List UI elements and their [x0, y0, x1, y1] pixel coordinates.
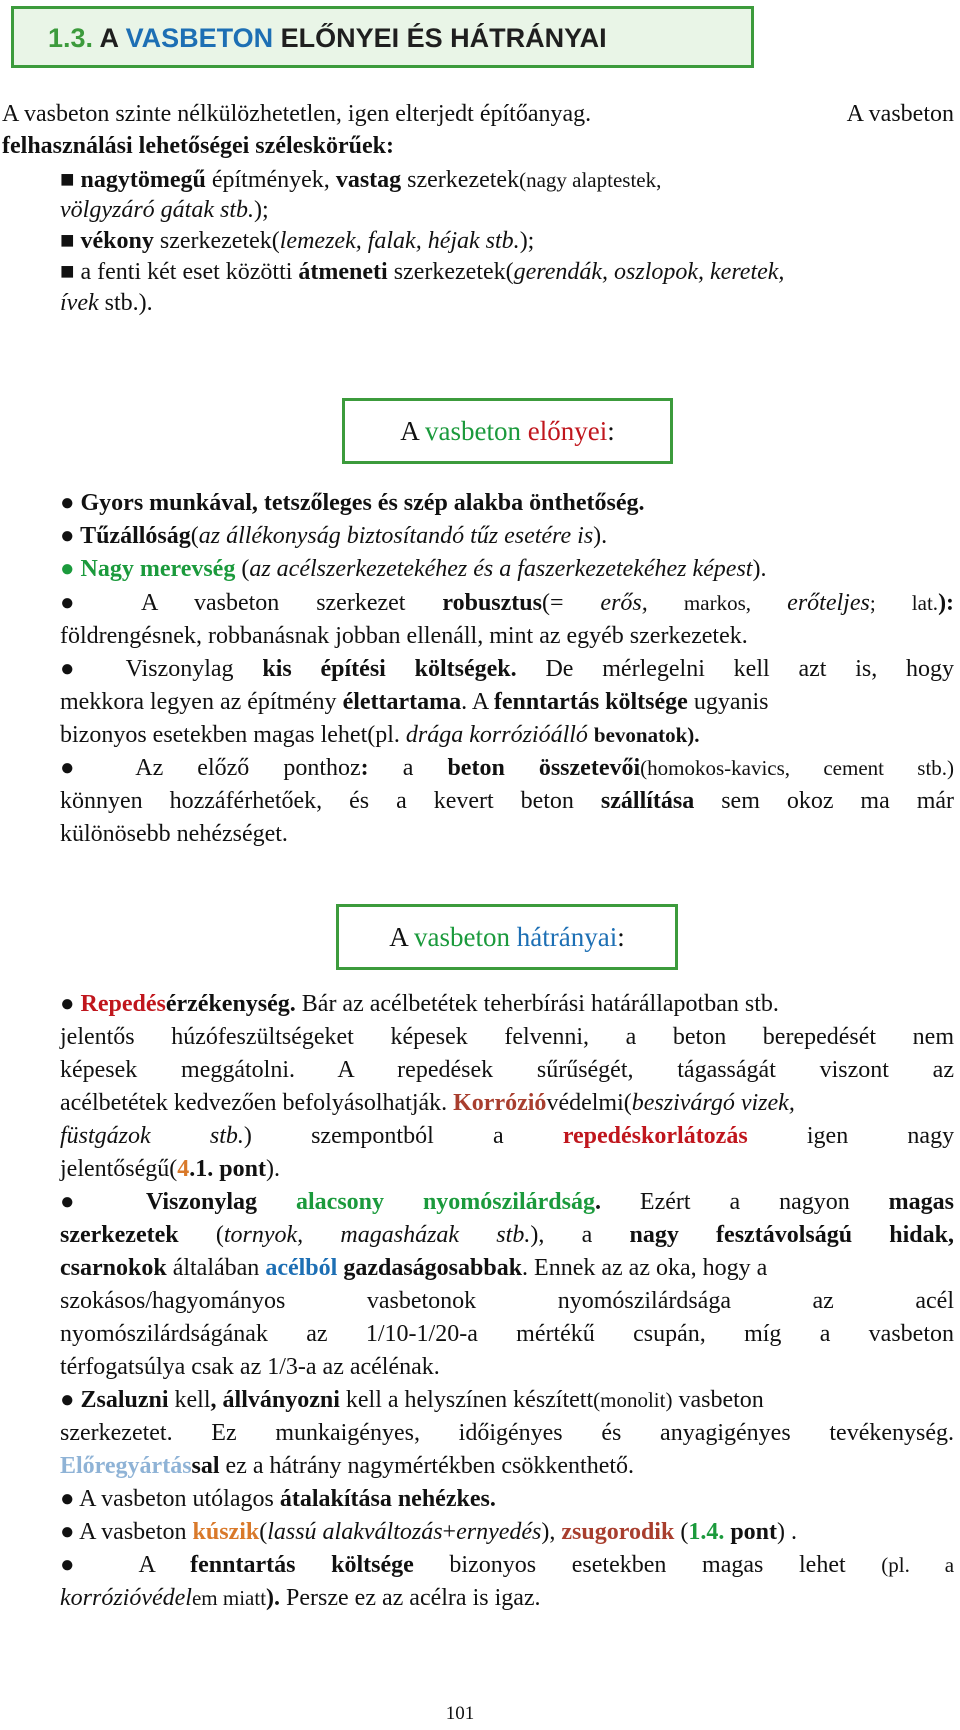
disadvantage-6 [60, 1550, 954, 1580]
text: (= [541, 590, 601, 616]
text: ); [519, 228, 535, 254]
emphasis: átmeneti [298, 259, 388, 285]
disadvantage-4 [60, 1484, 496, 1514]
section-number: 1.3. [48, 23, 94, 53]
text: a [492, 1123, 504, 1149]
use-item-3 [60, 257, 784, 287]
emphasis: repedéskorlátozás [562, 1123, 748, 1149]
disadvantage-1-line2: jelentős húzófeszültségeket képesek felvenni, a beton berepedését nem [60, 1024, 954, 1050]
text: erős, [600, 590, 648, 616]
disadvantage-3 [60, 1385, 764, 1415]
text: ). [138, 290, 153, 316]
emphasis: érzékenység. [165, 991, 296, 1017]
disadvantage-2-line3 [60, 1253, 767, 1283]
text: szerkezetek( [159, 228, 280, 254]
text: völgyzáró gátak stb. [60, 197, 254, 223]
text: markos, [647, 591, 788, 615]
disadvantage-5 [60, 1517, 797, 1547]
emphasis: kúszik [192, 1519, 260, 1545]
text: acélbetétek kedvezően befolyásolhatják. [60, 1090, 448, 1116]
emphasis: Repedés [80, 991, 166, 1017]
title-word: A [99, 23, 119, 53]
text: ; lat. [869, 591, 939, 615]
text: az állékonyság biztosítandó tűz esetére is [198, 523, 594, 549]
page-number: 101 [445, 1703, 475, 1724]
advantage-6-line2 [60, 786, 954, 816]
emphasis: magas [888, 1189, 954, 1215]
bullet-icon: ● [60, 991, 75, 1017]
disadvantage-3-line3 [60, 1451, 634, 1481]
heading-word: : [607, 416, 615, 446]
emphasis: sal [191, 1453, 220, 1479]
emphasis: költségek. [414, 656, 517, 682]
heading-word: A [400, 416, 419, 446]
text: ● Az előző ponthoz [60, 755, 361, 781]
emphasis: csarnokok [60, 1255, 167, 1281]
advantage-6 [60, 753, 954, 783]
text: mekkora legyen az építmény [60, 689, 337, 715]
text: nagy [907, 1123, 955, 1149]
emphasis: szerkezetek [60, 1222, 179, 1248]
text: a fenti két eset közötti [80, 259, 293, 285]
text: beszivárgó vizek, [631, 1090, 795, 1116]
emphasis: vastag [335, 167, 402, 193]
emphasis: Korrózió [453, 1090, 547, 1116]
text: ugyanis [693, 689, 769, 715]
disadvantage-2-line5: nyomószilárdságának az 1/10-1/20-a mértékű csupán, míg a vasbeton [60, 1321, 954, 1347]
heading-word: A [389, 922, 408, 952]
advantage-5 [60, 654, 954, 684]
text: füstgázok [60, 1123, 151, 1149]
title-rest: ELŐNYEI ÉS HÁTRÁNYAI [280, 23, 607, 53]
use-item-2 [60, 226, 534, 256]
emphasis: alacsony [296, 1189, 385, 1215]
emphasis: .1. pont [189, 1156, 266, 1182]
text: vasbeton [193, 590, 280, 616]
emphasis: fenntartás költsége [493, 689, 688, 715]
text: építmények, [211, 167, 330, 193]
text: bizonyos [449, 1552, 537, 1578]
emphasis: ● Zsaluzni [60, 1387, 169, 1413]
disadvantage-2-line4: szokásos/hagyományos vasbetonok nyomószilárdsága az acél [60, 1288, 954, 1314]
text: ● Viszonylag [60, 656, 234, 682]
intro-line-1 [2, 99, 954, 129]
text: vasbeton [678, 1387, 764, 1413]
text: kell a helyszínen készített [345, 1387, 594, 1413]
text: stb. [104, 290, 139, 316]
square-bullet-icon: ■ [60, 167, 75, 193]
advantages-heading [342, 398, 673, 464]
text: ívek [60, 290, 99, 316]
text: igen [806, 1123, 849, 1149]
text: drága korrózióálló [405, 722, 588, 748]
text: korrózióvédel [60, 1585, 192, 1611]
text: (monolit) [593, 1388, 673, 1412]
emphasis: élettartama [342, 689, 462, 715]
advantage-2 [60, 521, 607, 551]
heading-word: : [617, 922, 625, 952]
text: ● A vasbeton [60, 1519, 187, 1545]
text: az acélszerkezetekéhez és a faszerkezetekéhez képest [249, 556, 753, 582]
disadvantage-1-line3: képesek meggátolni. A repedések sűrűségét, tágasságát viszont az [60, 1057, 954, 1083]
advantage-6-line3: különösebb nehézséget. [60, 821, 288, 847]
text: ) . [777, 1519, 797, 1545]
disadvantage-2-line6: térfogatsúlya csak az 1/3-a az acélénak. [60, 1354, 440, 1380]
disadvantage-3-line2: szerkezetet. Ez munkaigényes, időigényes és anyagigényes tevékenység. [60, 1420, 954, 1446]
text: (pl. a [881, 1553, 955, 1577]
text: szerkezet [316, 590, 406, 616]
disadvantage-1-line4 [60, 1088, 795, 1118]
text: ), [541, 1519, 556, 1545]
emphasis: kis építési [262, 656, 386, 682]
advantage-5-line2 [60, 687, 768, 717]
text: . A [461, 689, 488, 715]
text: jelentőségű( [60, 1156, 178, 1182]
text: védelmi( [546, 1090, 632, 1116]
disadvantage-6-line2 [60, 1583, 541, 1613]
text: ) [243, 1123, 252, 1149]
title-word: VASBETON [125, 23, 274, 53]
emphasis: nyomószilárdság [422, 1189, 595, 1215]
text: (nagy alaptestek, [519, 168, 662, 192]
section-title [11, 6, 754, 68]
text: gerendák, oszlopok, keretek, [513, 259, 785, 285]
disadvantage-1-line6 [60, 1154, 280, 1184]
emphasis: ● Tűzállóság [60, 523, 191, 549]
text: ( [680, 1519, 689, 1545]
text: ● A [60, 1552, 155, 1578]
emphasis: fenntartás [190, 1552, 296, 1578]
advantage-4 [60, 588, 954, 618]
disadvantage-2-line2: szerkezetek (tornyok, magasházak stb.), a nagy fesztávolságú hidak, [60, 1222, 955, 1248]
text: Ezért [639, 1189, 691, 1215]
text: Persze ez az acélra is igaz. [286, 1585, 541, 1611]
emphasis: beton összetevői [447, 755, 641, 781]
disadvantage-1-line5 [60, 1121, 954, 1151]
text: De mérlegelni kell azt is, hogy [545, 656, 955, 682]
text: ): [938, 590, 955, 616]
disadvantage-2 [60, 1187, 954, 1217]
text: lehet [799, 1552, 846, 1578]
text: bevonatok). [593, 723, 700, 747]
text: em miatt [191, 1586, 267, 1610]
text: A [141, 590, 158, 616]
emphasis: nagytömegű [80, 167, 206, 193]
text: ). [265, 1156, 280, 1182]
emphasis: ● Nagy merevség [60, 556, 236, 582]
text: kell [174, 1387, 211, 1413]
text: földrengésnek, robbanásnak jobban ellenáll, mint az egyéb szerkezetek. [60, 623, 748, 649]
text: . [594, 1189, 601, 1215]
emphasis: 1.4. [688, 1519, 725, 1545]
text: a [402, 755, 414, 781]
intro-text: A vasbeton [846, 101, 954, 127]
disadvantages-heading [336, 904, 678, 970]
heading-word: vasbeton [425, 416, 521, 446]
text: magas [702, 1552, 764, 1578]
text: sem okoz ma már [721, 788, 955, 814]
square-bullet-icon: ■ [60, 228, 75, 254]
text: szerkezetek( [393, 259, 514, 285]
emphasis: 4 [177, 1156, 190, 1182]
emphasis: zsugorodik [561, 1519, 675, 1545]
intro-text: A vasbeton szinte nélkülözhetetlen, igen elterjedt építőanyag. [2, 101, 592, 127]
use-item-3-cont [60, 288, 153, 318]
use-item-1 [60, 165, 661, 195]
emphasis: költsége [331, 1552, 414, 1578]
text: ). [266, 1585, 281, 1611]
text: lassú alakváltozás [267, 1519, 443, 1545]
text: a [729, 1189, 741, 1215]
bullet-icon: ● [60, 590, 106, 616]
text: ); [253, 197, 269, 223]
text: ( [235, 556, 250, 582]
text: stb. [209, 1123, 244, 1149]
emphasis: szállítása [600, 788, 695, 814]
text: + [442, 1519, 457, 1545]
emphasis: ● Viszonylag [60, 1189, 258, 1215]
heading-word: előnyei [527, 416, 608, 446]
advantage-4-cont [60, 621, 748, 651]
text: szerkezetek [407, 167, 520, 193]
text: . Ennek az az oka, hogy a [522, 1255, 768, 1281]
text: nagyon [779, 1189, 850, 1215]
text: ( [259, 1519, 268, 1545]
text: : [360, 755, 369, 781]
disadvantage-1 [60, 989, 779, 1019]
text: általában [172, 1255, 260, 1281]
emphasis: pont [730, 1519, 777, 1545]
emphasis: Előregyártás [60, 1453, 192, 1479]
text: ). [593, 523, 608, 549]
text: lemezek, falak, héjak stb. [279, 228, 520, 254]
text: ez a hátrány nagymértékben csökkenthető. [225, 1453, 635, 1479]
square-bullet-icon: ■ [60, 259, 75, 285]
emphasis: nagy fesztávolságú hidak, [629, 1222, 955, 1248]
text: bizonyos esetekben magas lehet(pl. [60, 722, 400, 748]
emphasis: , állványozni [210, 1387, 340, 1413]
emphasis: gazdaságosabbak [343, 1255, 523, 1281]
heading-word: vasbeton [414, 922, 511, 952]
advantage-1: ● Gyors munkával, tetszőleges és szép alakba önthetőség. [60, 490, 645, 516]
advantage-3 [60, 554, 766, 584]
use-item-1-cont [60, 195, 269, 225]
text: ( [190, 523, 199, 549]
heading-word: hátrányai [516, 922, 618, 952]
text: (homokos-kavics, cement stb.) [640, 756, 955, 780]
intro-line-2: felhasználási lehetőségei széleskörűek: [2, 133, 394, 159]
emphasis: átalakítása nehézkes. [279, 1486, 496, 1512]
text: erőteljes [787, 590, 870, 616]
text: szempontból [311, 1123, 434, 1149]
text: ), a [530, 1222, 593, 1248]
text: ). [752, 556, 767, 582]
text: esetekben [571, 1552, 667, 1578]
advantage-5-line3 [60, 720, 700, 750]
text: tornyok, magasházak stb. [223, 1222, 531, 1248]
text: könnyen hozzáférhetőek, és a kevert beton [60, 788, 574, 814]
text: ernyedés [456, 1519, 542, 1545]
emphasis: acélból [265, 1255, 338, 1281]
emphasis: robusztus [442, 590, 542, 616]
text: Bár az acélbetétek teherbírási határállapotban stb. [301, 991, 779, 1017]
emphasis: vékony [80, 228, 154, 254]
text: ● A vasbeton utólagos [60, 1486, 274, 1512]
